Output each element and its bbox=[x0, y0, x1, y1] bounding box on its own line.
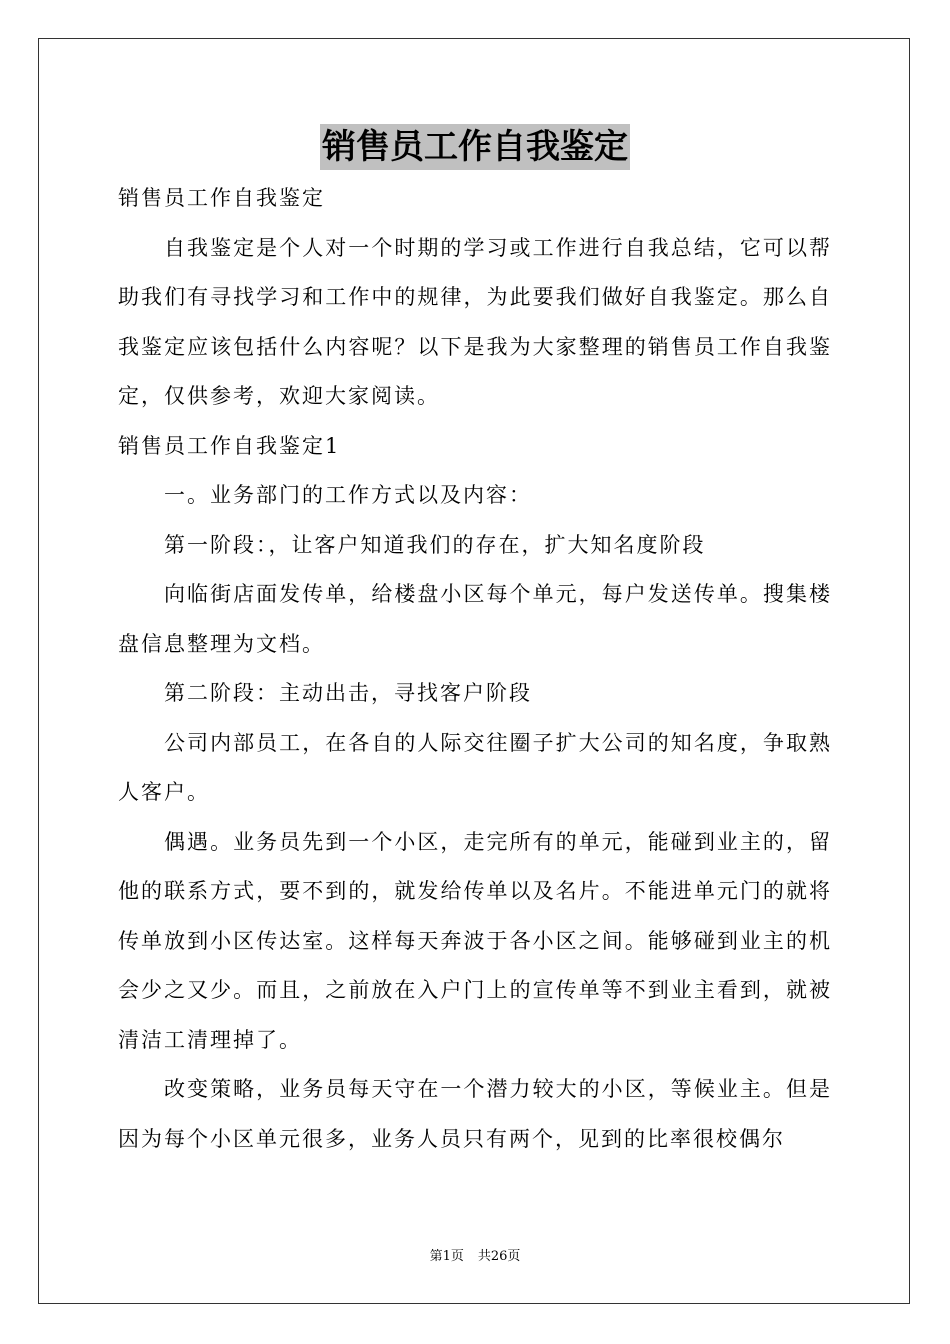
page-number: 第1页 bbox=[429, 1249, 464, 1264]
paragraph: 第二阶段：主动出击，寻找客户阶段 bbox=[164, 681, 532, 705]
document-title: 销售员工作自我鉴定 bbox=[320, 124, 630, 170]
paragraph-section-heading: 销售员工作自我鉴定1 bbox=[118, 433, 341, 458]
paragraph: 向临街店面发传单，给楼盘小区每个单元，每户发送传单。搜集楼盘信息整理为文档。 bbox=[118, 582, 832, 656]
paragraph: 第一阶段：，让客户知道我们的存在，扩大知名度阶段 bbox=[164, 532, 706, 557]
paragraph: 一。业务部门的工作方式以及内容： bbox=[164, 483, 532, 507]
page-total: 共26页 bbox=[477, 1249, 521, 1264]
paragraph: 偶遇。业务员先到一个小区，走完所有的单元，能碰到业主的，留他的联系方式，要不到的，就发给传单以及名片。不能进单元门的就将传单放到小区传达室。这样每天奔波于各小区之间。能够碰到业主的机会少之又少。而且，之前放在入户门上的宣传单等不到业主看到，就被清洁工清理掉了。 bbox=[118, 829, 832, 1052]
page-footer bbox=[0, 1248, 950, 1266]
paragraph: 改变策略，业务员每天守在一个潜力较大的小区，等候业主。但是因为每个小区单元很多，业务人员只有两个，见到的比率很校偶尔 bbox=[118, 1077, 832, 1151]
paragraph-intro: 自我鉴定是个人对一个时期的学习或工作进行自我总结，它可以帮助我们有寻找学习和工作中的规律，为此要我们做好自我鉴定。那么自我鉴定应该包括什么内容呢？以下是我为大家整理的销售员工作自我鉴定，仅供参考，欢迎大家阅读。 bbox=[118, 235, 832, 408]
paragraph-heading: 销售员工作自我鉴定 bbox=[118, 186, 325, 210]
document-title-wrap bbox=[0, 124, 950, 170]
document-body bbox=[118, 174, 832, 1164]
paragraph: 公司内部员工，在各自的人际交往圈子扩大公司的知名度，争取熟人客户。 bbox=[118, 730, 832, 804]
